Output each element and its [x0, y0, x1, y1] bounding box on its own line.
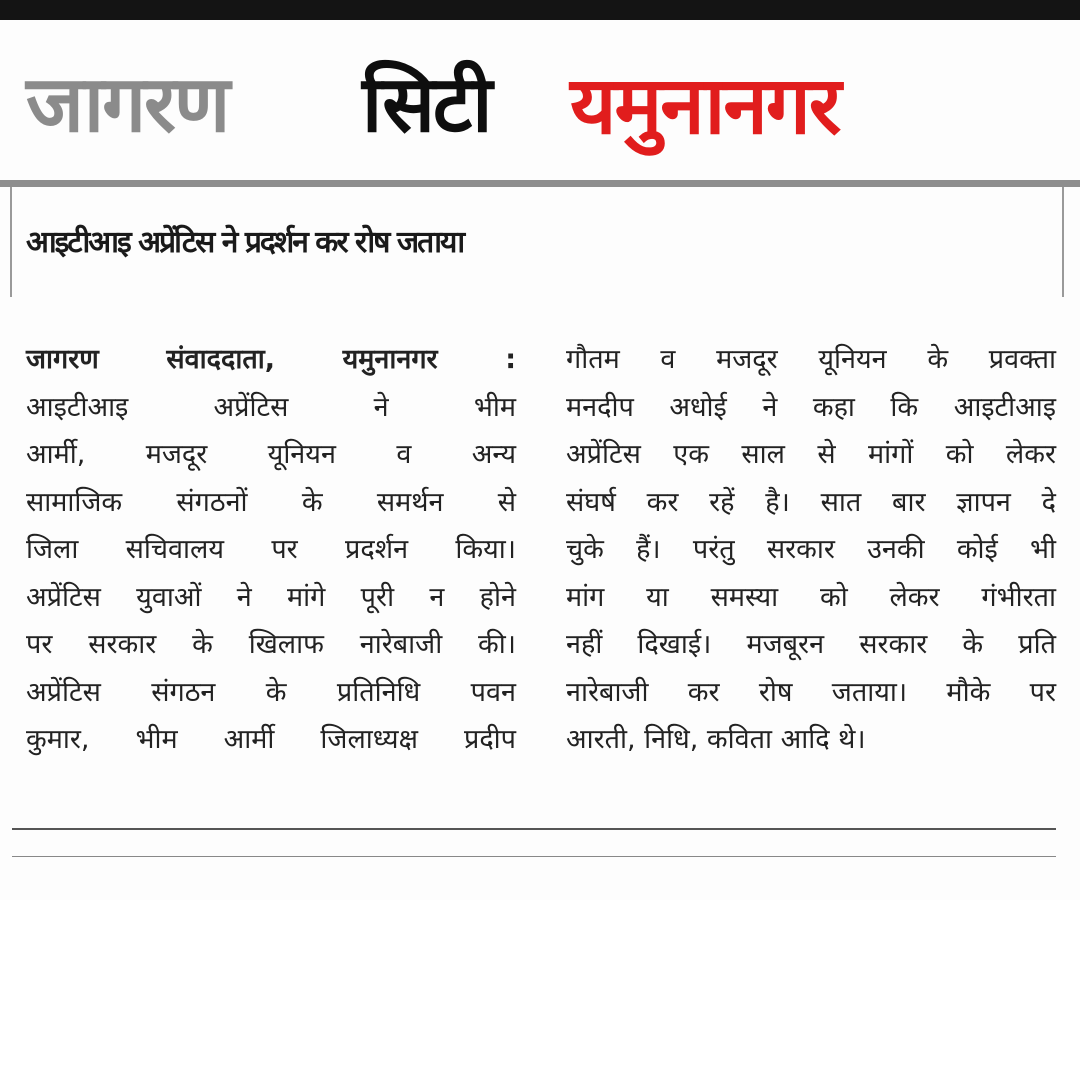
- article-line: मनदीप अधोई ने कहा कि आइटीआइ: [566, 391, 1056, 423]
- article-line: अप्रेंटिस एक साल से मांगों को लेकर: [566, 439, 1056, 470]
- article-line: मांग या समस्या को लेकर गंभीरता: [566, 581, 1056, 613]
- article-line: अप्रेंटिस संगठन के प्रतिनिधि पवन: [26, 676, 516, 708]
- bottom-rule: [12, 828, 1056, 830]
- article-column-left: [26, 336, 516, 764]
- article-line: जिला सचिवालय पर प्रदर्शन किया।: [26, 534, 516, 565]
- article-line: आर्मी, मजदूर यूनियन व अन्य: [26, 439, 516, 470]
- article-line: गौतम व मजदूर यूनियन के प्रवक्ता: [566, 344, 1056, 375]
- bottom-rule-thin: [12, 856, 1056, 857]
- top-black-bar: [0, 0, 1080, 20]
- article-line: आइटीआइ अप्रेंटिस ने भीम: [26, 391, 516, 423]
- left-border-rule: [10, 187, 12, 297]
- masthead-city: यमुनानगर: [570, 59, 840, 152]
- masthead-brand: जागरण: [26, 60, 229, 150]
- article-line: पर सरकार के खिलाफ नारेबाजी की।: [26, 629, 516, 660]
- masthead-section: सिटी: [362, 60, 491, 150]
- article-line: सामाजिक संगठनों के समर्थन से: [26, 486, 516, 518]
- article-column-right: [566, 336, 1056, 764]
- masthead: [0, 59, 1080, 198]
- article-line: संघर्ष कर रहें है। सात बार ज्ञापन दे: [566, 486, 1056, 518]
- article-line: अप्रेंटिस युवाओं ने मांगे पूरी न होने: [26, 581, 516, 613]
- masthead-rule: [0, 180, 1080, 187]
- article-headline: आइटीआइ अप्रेंटिस ने प्रदर्शन कर रोष जताया: [26, 225, 464, 260]
- article-line: कुमार, भीम आर्मी जिलाध्यक्ष प्रदीप: [26, 724, 516, 755]
- article-line: नहीं दिखाई। मजबूरन सरकार के प्रति: [566, 629, 1056, 660]
- article-line: नारेबाजी कर रोष जताया। मौके पर: [566, 676, 1056, 708]
- article-line: आरती, निधि, कविता आदि थे।: [566, 724, 866, 755]
- article-dateline: जागरण संवाददाता, यमुनानगर :: [26, 344, 516, 375]
- article-line: चुके हैं। परंतु सरकार उनकी कोई भी: [566, 534, 1056, 565]
